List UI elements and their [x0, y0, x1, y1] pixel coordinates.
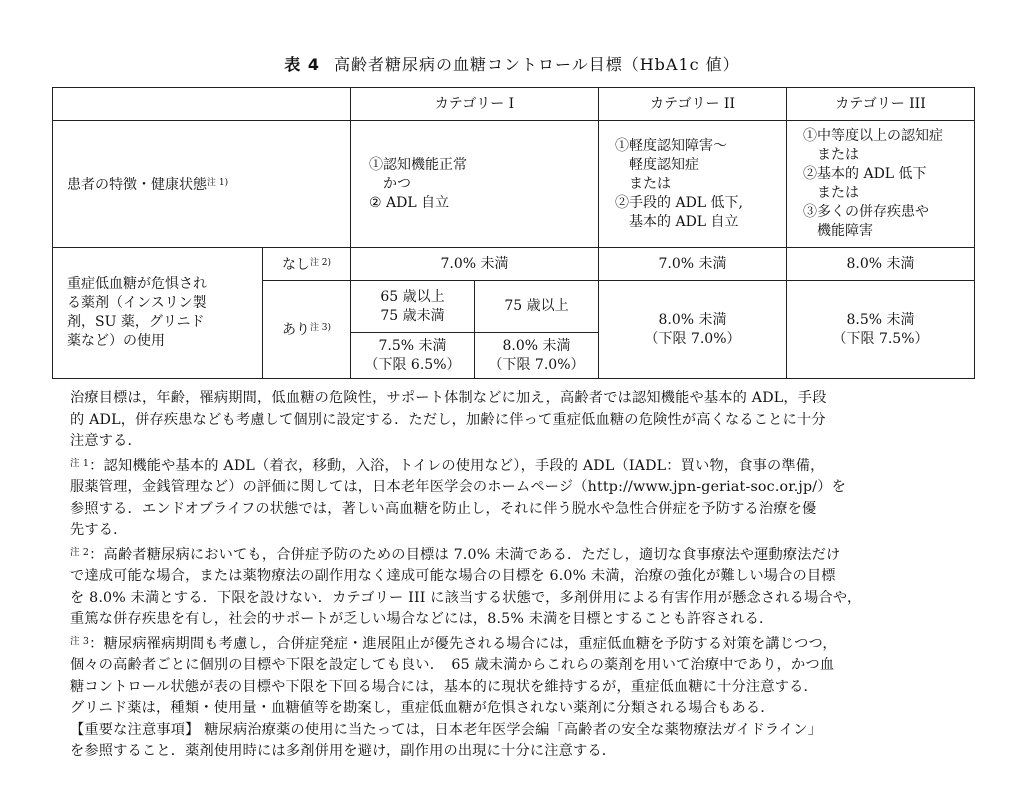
no-hypoglycemia-drug-row: [53, 248, 975, 281]
nashi-category-3-target: 8.0% 未満: [787, 248, 975, 281]
nashi-category-1-target: 7.0% 未満: [351, 248, 599, 281]
table-title: [0, 52, 1024, 75]
note-2: $^{注 2}$：高齢者糖尿病においても，合併症予防のための目標は 7.0% 未満である．ただし，適切な食事療法や運動療法だけ で達成可能な場合，または薬物療法の副作用なく達成可能な場合の目標を 6.0% 未満，治療の強化が難しい場合の目標 を 8.0% 未満とする．下限を設けない．カテゴリー III に該当する状態で，多剤併用による有害作用が懸念される場合や， 重篤な併存疾患を有し，社会的サポートが乏しい場合などには，8.5% 未満を目標とすることも許容される．: [70, 546, 862, 627]
age-75-plus-header: 75 歳以上: [475, 281, 599, 333]
note-3-tag: 注 3: [70, 635, 90, 647]
important-note: 【重要な注意事項】 糖尿病治療薬の使用に当たっては，日本老年医学会編「高齢者の安全な薬物療法ガイドライン」 を参照すること．薬剤使用時には多剤併用を避け，副作用の出現に十分に注意する．: [70, 721, 823, 759]
table-caption: 高齢者糖尿病の血糖コントロール目標（HbA1c 値）: [334, 55, 740, 74]
note-2-tag: 注 2: [70, 546, 90, 558]
table-header-row: [53, 88, 975, 121]
header-category-1: カテゴリー I: [351, 88, 599, 121]
ari-category-3-target: 8.5% 未満 （下限 7.5%）: [787, 281, 975, 379]
hypoglycemia-risk-drug-label: 重症低血糖が危惧され る薬剤（インスリン製 剤，SU 薬，グリニド 薬など）の使用: [53, 248, 263, 379]
ari-age-75-plus-target: 8.0% 未満 （下限 7.0%）: [475, 333, 599, 379]
glycemic-target-table: [52, 87, 975, 379]
age-65-75-header: 65 歳以上 75 歳未満: [351, 281, 475, 333]
header-empty-cell: [53, 88, 351, 121]
header-category-3: カテゴリー III: [787, 88, 975, 121]
patient-characteristics-label: 患者の特徴・健康状態$^{注 1)}$: [53, 121, 351, 248]
nashi-category-2-target: 7.0% 未満: [599, 248, 787, 281]
category-1-characteristics: ①認知機能正常 かつ ② ADL 自立: [351, 121, 599, 248]
note-3: $^{注 3}$：糖尿病罹病期間も考慮し，合併症発症・進展阻止が優先される場合には，重症低血糖を予防する対策を講じつつ， 個々の高齢者ごとに個別の目標や下限を設定しても良い． 65 歳未満からこれらの薬剤を用いて治療中であり，かつ血 糖コントロール状態が表の目標や下限を下回る場合には，基本的に現状を維持するが，重症低血糖に十分注意する． グリニド薬は，種類・使用量・血糖値等を勘案し，重症低血糖が危惧されない薬剤に分類される場合もある．: [70, 635, 837, 716]
note-1: $^{注 1}$：認知機能や基本的 ADL（着衣，移動，入浴，トイレの使用など），手段的 ADL（IADL：買い物，食事の準備， 服薬管理，金銭管理など）の評価に関しては，日本老年医学会のホームページ（http://www.jpn-geriat-soc.or.jp/）を 参照する．エンドオブライフの状態では，著しい高血糖を防止し，それに伴う脱水や急性合併症を予防する治療を優 先する．: [70, 457, 847, 538]
nashi-label: なし$^{注 2)}$: [263, 248, 351, 281]
main-note: 治療目標は，年齢，罹病期間，低血糖の危険性，サポート体制などに加え，高齢者では認知機能や基本的 ADL，手段 的 ADL，併存疾患なども考慮して個別に設定する．ただし，加齢に伴って重症低血糖の危険性が高くなることに十分 注意する．: [70, 390, 827, 449]
patient-characteristics-row: [53, 121, 975, 248]
ari-category-2-target: 8.0% 未満 （下限 7.0%）: [599, 281, 787, 379]
category-2-characteristics: ①軽度認知障害〜 軽度認知症 または ②手段的 ADL 低下, 基本的 ADL 自立: [599, 121, 787, 248]
note-1-tag: 注 1: [70, 457, 90, 469]
table-notes: [70, 388, 978, 763]
ari-age-65-75-target: 7.5% 未満 （下限 6.5%）: [351, 333, 475, 379]
header-category-2: カテゴリー II: [599, 88, 787, 121]
category-3-characteristics: ①中等度以上の認知症 または ②基本的 ADL 低下 または ③多くの併存疾患や 機能障害: [787, 121, 975, 248]
ari-label: あり$^{注 3)}$: [263, 281, 351, 379]
table-number: 表 4: [284, 55, 321, 74]
